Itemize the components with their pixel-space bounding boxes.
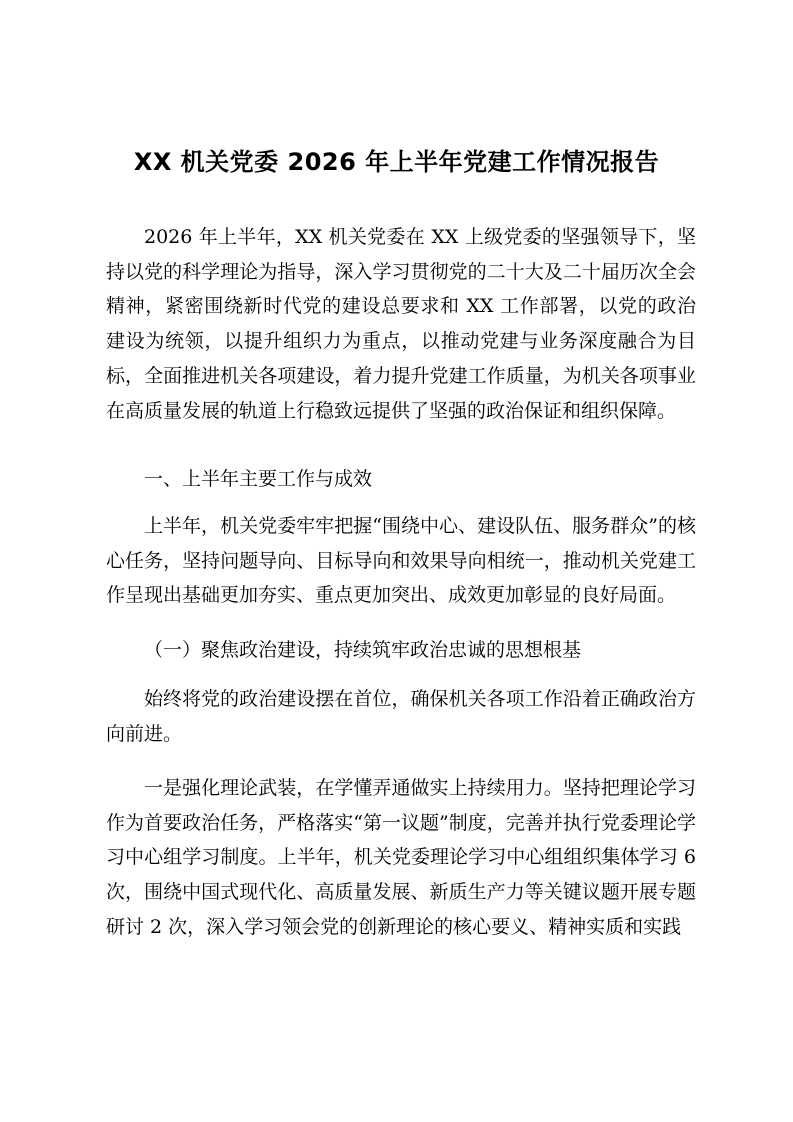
subsection-1-point-1-paragraph: 一是强化理论武装，在学懂弄通做实上持续用力。坚持把理论学习作为首要政治任务，严格落实“第一议题”制度，完善并执行党委理论学习中心组学习制度。上半年，机关党委理论学习中心组组织集体学习 6 次，围绕中国式现代化、高质量发展、新质生产力等关键议题开展专题研讨 2 次，深入学习领会党的创新理论的核心要义、精神实质和实践 — [106, 777, 696, 938]
document-title: XX 机关党委 2026 年上半年党建工作情况报告 — [133, 148, 660, 176]
intro-paragraph: 2026 年上半年，XX 机关党委在 XX 上级党委的坚强领导下，坚持以党的科学理论为指导，深入学习贯彻党的二十大及二十届历次全会精神，紧密围绕新时代党的建设总要求和 XX 工作部署，以党的政治建设为统领，以提升组织力为重点，以推动党建与业务深度融合为目标，全面推进机关各项建设，着力提升党建工作质量，为机关各项事业在高质量发展的轨道上行稳致远提供了坚强的政治保证和组织保障。 — [106, 226, 696, 422]
subsection-1-intro-paragraph: 始终将党的政治建设摆在首位，确保机关各项工作沿着正确政治方向前进。 — [106, 688, 696, 745]
section-1-heading: 一、上半年主要工作与成效 — [144, 468, 373, 490]
subsection-1-heading: （一）聚焦政治建设，持续筑牢政治忠诚的思想根基 — [144, 639, 582, 661]
section-1-intro-paragraph: 上半年，机关党委牢牢把握“围绕中心、建设队伍、服务群众”的核心任务，坚持问题导向、目标导向和效果导向相统一，推动机关党建工作呈现出基础更加夯实、重点更加突出、成效更加彰显的良好局面。 — [106, 515, 696, 607]
